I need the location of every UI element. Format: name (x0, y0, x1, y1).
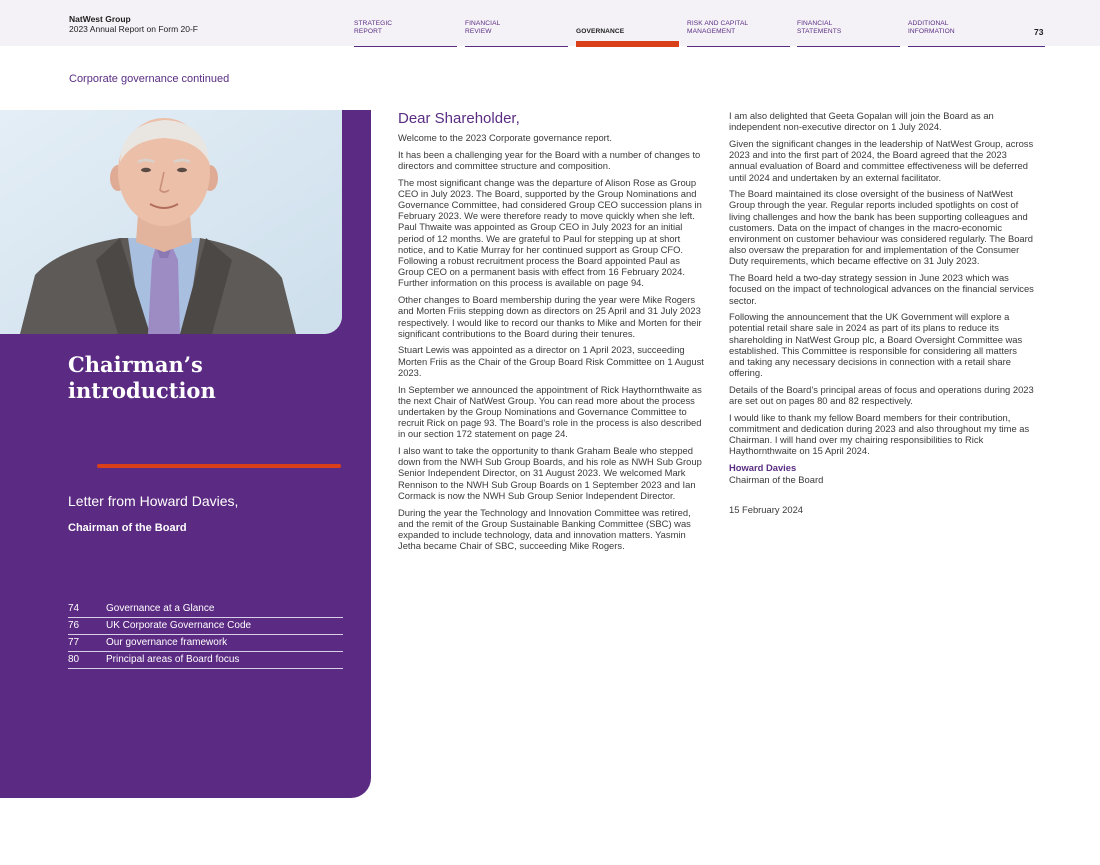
letter-paragraph: The Board maintained its close oversight of the business of NatWest Group through the year. Regular reports included spotlights on cost of living challenges and how the bank has been supporting colleagues and customers. Data on the impact of changes in the macro-economic environment on customer behaviour was considered regularly. The Board also oversaw the preparation for and implementation of the Consumer Duty requirements, which became effective on 31 July 2023. (729, 188, 1033, 267)
toc-page-number: 76 (68, 620, 80, 631)
toc-item[interactable] (68, 618, 343, 635)
letter-paragraph: During the year the Technology and Innovation Committee was retired, and the remit of the Group Sustainable Banking Committee (SBC) was expanded to include technology, data and innovation matters. Yasmin Jetha became Chair of SBC, succeeding Mike Rogers. (398, 506, 691, 552)
chairman-portrait (0, 110, 342, 334)
letter-paragraph: Following the announcement that the UK Government will explore a potential retail share sale in 2024 as part of its plans to reduce its shareholding in NatWest Group plc, a Board Oversight Committee was established. This Committee is responsible for considering all matters and taking any necessary decisions in connection with a retail share offering. (729, 311, 1023, 379)
letter-paragraph: It has been a challenging year for the Board with a number of changes to directors and committee structure and composition. (398, 148, 701, 171)
toc-label: UK Corporate Governance Code (106, 620, 252, 631)
signature-name: Howard Davies (729, 462, 797, 474)
nav-financial-statements[interactable]: FINANCIAL STATEMENTS (797, 20, 900, 47)
signature-date: 15 February 2024 (729, 504, 804, 516)
page-header (0, 0, 1100, 46)
toc-label: Principal areas of Board focus (106, 654, 240, 665)
letter-paragraph: The most significant change was the departure of Alison Rose as Group CEO in July 2023. The Board, supported by the Group Nominations and Governance Committee, had considered Group CEO succession plans in February 2023. We were therefore ready to move quickly when she left. Paul Thwaite was appointed as Group CEO in July 2023 for an initial period of 12 months. We are grateful to Paul for stepping up at short notice, and to Katie Murray for her continued support as Group CFO. Following a robust recruitment process the Board appointed Paul as Group CEO on a permanent basis with effect from 16 February 2024. Further information on this process is available on page 94. (398, 176, 702, 289)
nav-strategic-report[interactable]: STRATEGIC REPORT (354, 20, 457, 47)
chairman-intro-panel (0, 110, 371, 798)
toc-label: Governance at a Glance (106, 603, 215, 614)
panel-title: Chairman’s introduction (68, 352, 216, 403)
toc-item[interactable] (68, 635, 343, 652)
nav-additional-information[interactable]: ADDITIONAL INFORMATION (908, 20, 1045, 47)
nav-risk-capital-management[interactable]: RISK AND CAPITAL MANAGEMENT (687, 20, 790, 47)
toc-item[interactable] (68, 601, 343, 618)
signature-role: Chairman of the Board (729, 473, 824, 485)
letter-paragraph: Stuart Lewis was appointed as a director on 1 April 2023, succeeding Morten Friis as the Chair of the Group Board Risk Committee on 1 August 2023. (398, 344, 704, 378)
related-pages-list (68, 601, 343, 669)
report-subtitle: 2023 Annual Report on Form 20-F (69, 24, 198, 34)
portrait-illustration (0, 110, 342, 334)
letter-paragraph: Other changes to Board membership during the year were Mike Rogers and Morten Friis stepping down as directors on 25 April and 31 July 2023 respectively. I would like to record our thanks to Mike and Morten for their significant contributions to the Board during their tenures. (398, 294, 702, 339)
letter-column-1 (398, 110, 704, 557)
toc-page-number: 77 (68, 637, 80, 648)
toc-item[interactable] (68, 652, 343, 669)
toc-page-number: 80 (68, 654, 80, 665)
report-brand (69, 14, 198, 34)
letter-paragraph: Details of the Board’s principal areas of focus and operations during 2023 are set out on pages 80 and 82 respectively. (729, 383, 1034, 407)
letter-salutation: Dear Shareholder, (398, 110, 520, 127)
letter-paragraph: In September we announced the appointment of Rick Haythornthwaite as the next Chair of NatWest Group. You can read more about the process undertaken by the Group Nominations and Governance Committee to recruit Rick on page 93. The Board’s role in the process is also described in our section 172 statement on page 24. (398, 383, 702, 440)
page-number: 73 (1034, 27, 1044, 37)
letter-paragraph: The Board held a two-day strategy session in June 2023 which was focused on the impact of technological advances on the financial services sector. (729, 272, 1034, 306)
toc-page-number: 74 (68, 603, 80, 614)
nav-financial-review[interactable]: FINANCIAL REVIEW (465, 20, 568, 47)
letter-paragraph: Welcome to the 2023 Corporate governance report. (398, 132, 613, 143)
brand-name: NatWest Group (69, 14, 131, 24)
letter-paragraph: Given the significant changes in the leadership of NatWest Group, across 2023 and into the first part of 2024, the Board agreed that the 2023 annual evaluation of Board and committee effectiveness will be deferred until 2024 and undertaken by an external facilitator. (729, 137, 1034, 183)
letter-column-2 (729, 110, 1034, 516)
letter-paragraph: I also want to take the opportunity to thank Graham Beale who stepped down from the NWH Sub Group Boards, and his role as NWH Sub Group Senior Independent Director, on 31 August 2023. We welcomed Mark Rennison to the NWH Sub Group Boards on 1 September 2023 and Ian Cormack is now the NWH Sub Group Senior Independent Director. (398, 445, 702, 501)
nav-governance[interactable]: GOVERNANCE (576, 20, 679, 47)
letter-paragraph: I would like to thank my fellow Board members for their contribution, commitment and dedication during 2023 and also throughout my time as Chairman. I will hand over my chairing responsibilities to Rick Haythornthwaite on 15 April 2024. (729, 411, 1030, 457)
toc-label: Our governance framework (106, 637, 228, 648)
author-role: Chairman of the Board (68, 522, 187, 534)
letter-author: Letter from Howard Davies, (68, 493, 239, 509)
section-label: Corporate governance continued (69, 73, 230, 85)
accent-rule (97, 464, 341, 468)
letter-paragraph: I am also delighted that Geeta Gopalan will join the Board as an independent non-executive director on 1 July 2024. (729, 110, 994, 133)
